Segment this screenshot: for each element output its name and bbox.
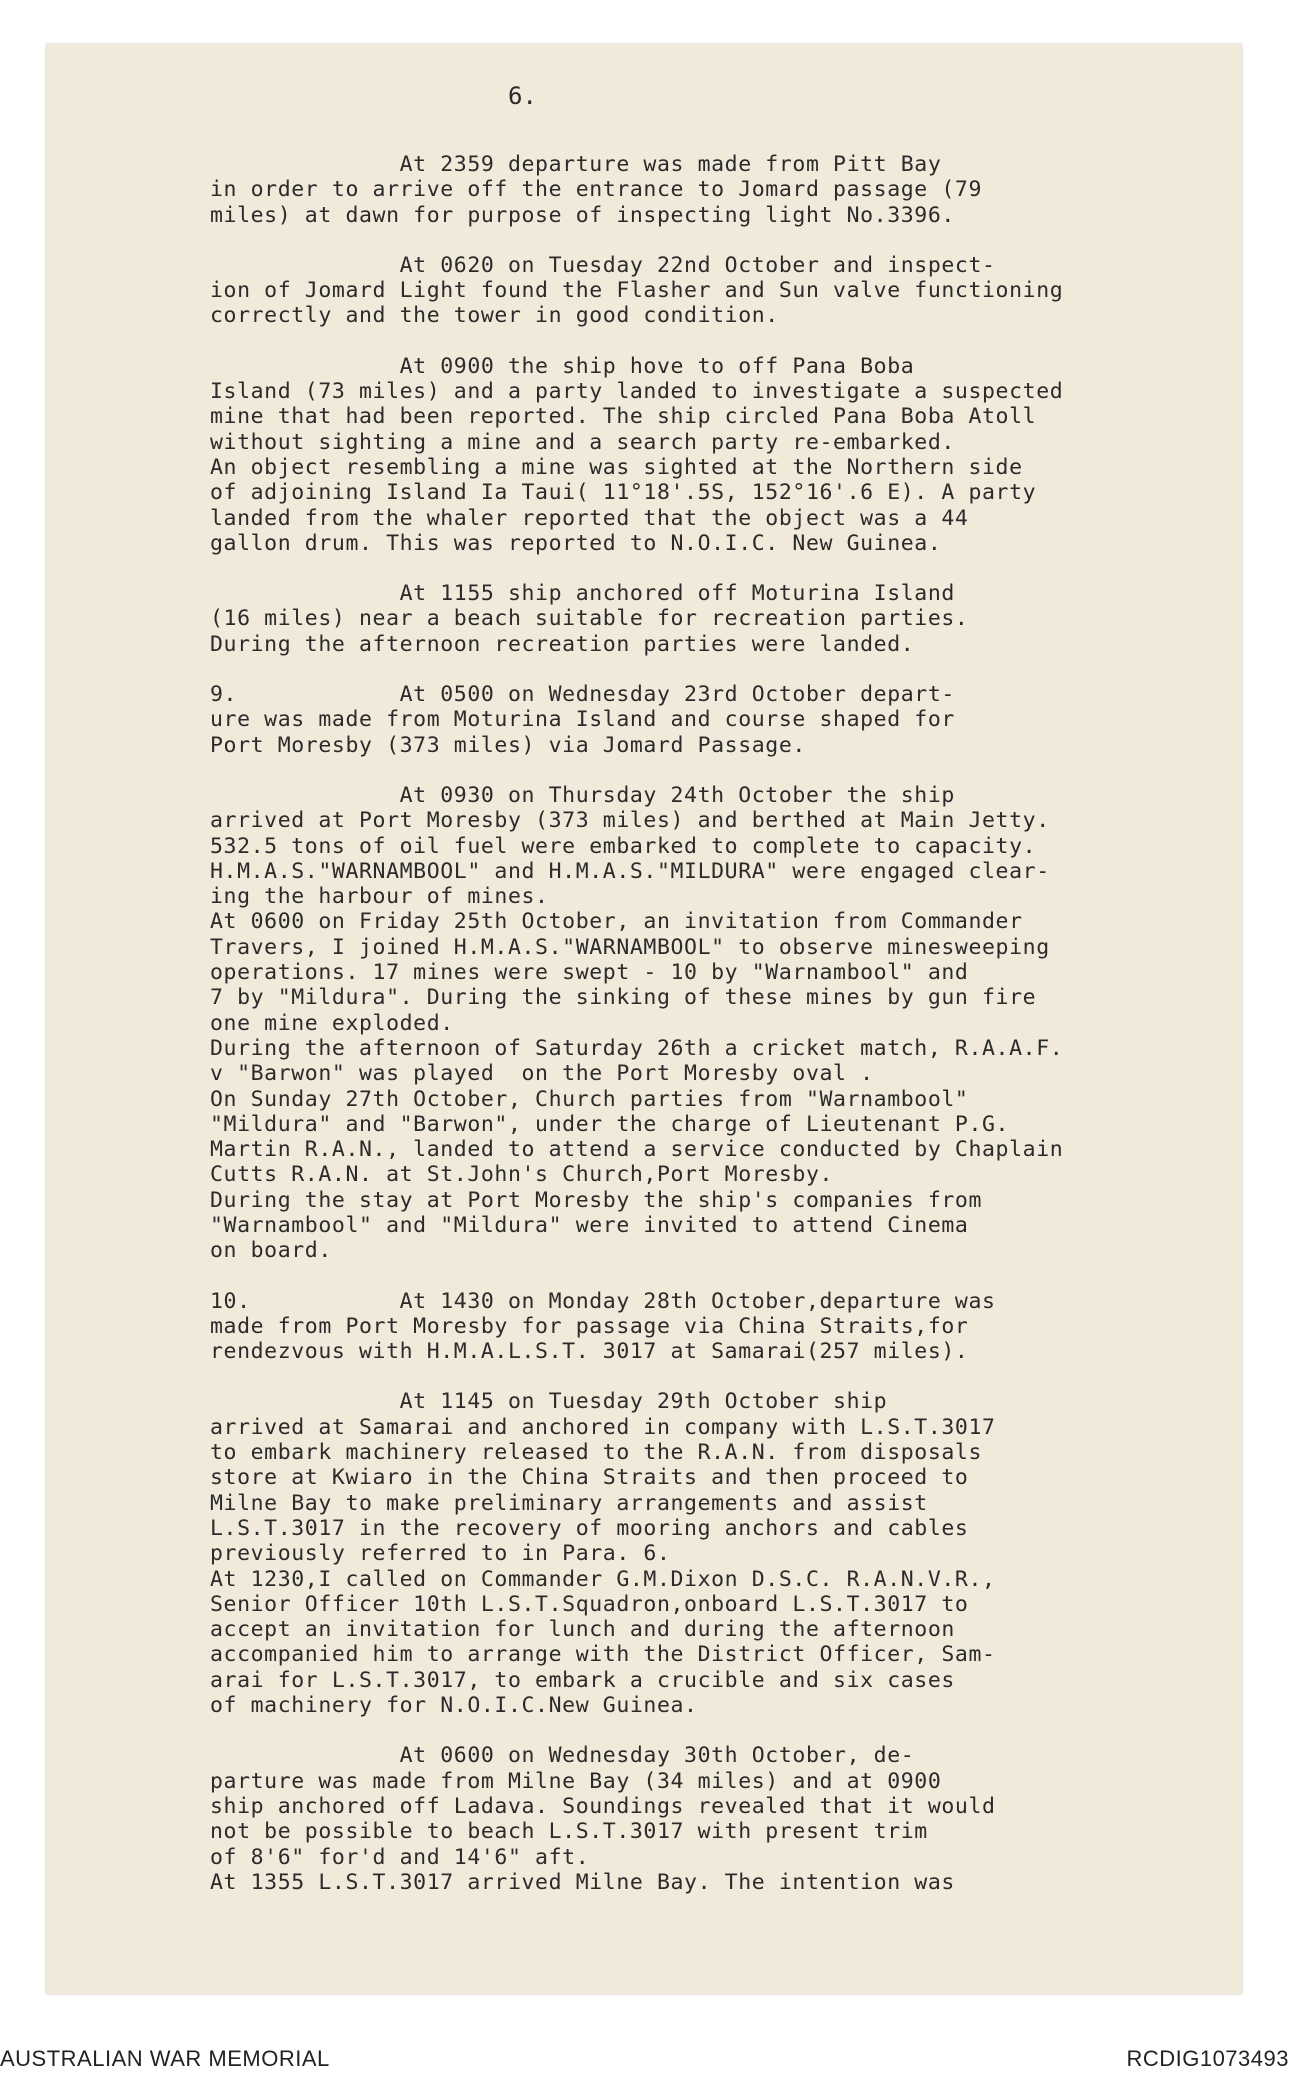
document-body (210, 152, 1220, 1920)
text-line: (16 miles) near a beach suitable for recreation parties. (210, 606, 969, 632)
text-line: arrived at Port Moresby (373 miles) and berthed at Main Jetty. (210, 808, 1050, 834)
text-line: Martin R.A.N., landed to attend a service conducted by Chaplain (210, 1137, 1064, 1163)
text-line: L.S.T.3017 in the recovery of mooring anchors and cables (210, 1515, 969, 1541)
text-line: At 0620 on Tuesday 22nd October and inspect- (210, 252, 996, 278)
text-line: During the afternoon recreation parties were landed. (210, 631, 915, 657)
text-line: of machinery for N.O.I.C.New Guinea. (210, 1693, 698, 1719)
paragraph (210, 682, 1220, 758)
paragraph (210, 152, 1220, 228)
text-line: Port Moresby (373 miles) via Jomard Passage. (210, 732, 806, 758)
text-line: parture was made from Milne Bay (34 miles) and at 0900 (210, 1768, 942, 1794)
text-line: At 2359 departure was made from Pitt Bay (210, 152, 942, 177)
text-line: landed from the whaler reported that the object was a 44 (210, 505, 969, 531)
text-line: 10. At 1430 on Monday 28th October,departure was (210, 1288, 996, 1314)
text-line: At 1155 ship anchored off Moturina Island (210, 581, 955, 607)
text-line: 532.5 tons of oil fuel were embarked to complete to capacity. (210, 833, 1037, 859)
text-line: Island (73 miles) and a party landed to investigate a suspected (210, 379, 1064, 405)
text-line: of 8'6" for'd and 14'6" aft. (210, 1844, 590, 1870)
text-line: At 0900 the ship hove to off Pana Boba (210, 353, 915, 379)
text-line: 9. At 0500 on Wednesday 23rd October depart- (210, 682, 955, 708)
text-line: ing the harbour of mines. (210, 884, 549, 910)
text-line: operations. 17 mines were swept - 10 by "Warnambool" and (210, 960, 969, 986)
text-line: At 0600 on Wednesday 30th October, de- (210, 1743, 915, 1769)
text-line: Milne Bay to make preliminary arrangements and assist (210, 1490, 928, 1516)
text-line: without sighting a mine and a search party re-embarked. (210, 429, 955, 455)
text-line: At 1355 L.S.T.3017 arrived Milne Bay. The intention was (210, 1869, 955, 1895)
text-line: ship anchored off Ladava. Soundings revealed that it would (210, 1793, 996, 1819)
text-line: accompanied him to arrange with the District Officer, Sam- (210, 1642, 996, 1668)
text-line: An object resembling a mine was sighted at the Northern side (210, 454, 1023, 480)
text-line: previously referred to in Para. 6. (210, 1541, 671, 1567)
text-line: in order to arrive off the entrance to Jomard passage (79 (210, 177, 983, 203)
text-line: on board. (210, 1238, 332, 1264)
text-line: Cutts R.A.N. at St.John's Church,Port Moresby. (210, 1162, 834, 1188)
footer-institution: AUSTRALIAN WAR MEMORIAL (0, 2046, 330, 2071)
text-line: gallon drum. This was reported to N.O.I.C. New Guinea. (210, 530, 942, 556)
text-line: ure was made from Moturina Island and course shaped for (210, 707, 955, 733)
text-line: accept an invitation for lunch and during the afternoon (210, 1617, 955, 1643)
text-line: During the afternoon of Saturday 26th a cricket match, R.A.A.F. (210, 1035, 1064, 1061)
text-line: Senior Officer 10th L.S.T.Squadron,onboard L.S.T.3017 to (210, 1591, 969, 1617)
text-line: Travers, I joined H.M.A.S."WARNAMBOOL" to observe minesweeping (210, 934, 1050, 960)
text-line: H.M.A.S."WARNAMBOOL" and H.M.A.S."MILDURA" were engaged clear- (210, 858, 1050, 884)
footer-record-id: RCDIG1073493 (1126, 2046, 1289, 2071)
paragraph (210, 1389, 1220, 1718)
text-line: v "Barwon" was played on the Port Moresby oval . (210, 1061, 874, 1087)
text-line: At 1230,I called on Commander G.M.Dixon D.S.C. R.A.N.V.R., (210, 1566, 996, 1592)
paragraph (210, 783, 1220, 1264)
text-line: mine that had been reported. The ship circled Pana Boba Atoll (210, 404, 1037, 430)
text-line: arrived at Samarai and anchored in company with L.S.T.3017 (210, 1414, 996, 1440)
text-line: to embark machinery released to the R.A.N. from disposals (210, 1440, 983, 1466)
text-line: of adjoining Island Ia Taui( 11°18'.5S, 152°16'.6 E). A party (210, 480, 1037, 506)
paragraph (210, 354, 1220, 556)
paragraph (210, 1289, 1220, 1365)
text-line: "Mildura" and "Barwon", under the charge of Lieutenant P.G. (210, 1111, 1010, 1137)
text-line: rendezvous with H.M.A.L.S.T. 3017 at Samarai(257 miles). (210, 1339, 969, 1365)
paragraph (210, 581, 1220, 657)
text-line: arai for L.S.T.3017, to embark a crucible and six cases (210, 1667, 955, 1693)
paragraph (210, 1743, 1220, 1895)
text-line: At 0600 on Friday 25th October, an invitation from Commander (210, 909, 1023, 935)
text-line: ion of Jomard Light found the Flasher and Sun valve functioning (210, 278, 1064, 304)
text-line: 7 by "Mildura". During the sinking of these mines by gun fire (210, 985, 1037, 1011)
text-line: "Warnambool" and "Mildura" were invited to attend Cinema (210, 1212, 969, 1238)
text-line: not be possible to beach L.S.T.3017 with present trim (210, 1819, 928, 1845)
text-line: During the stay at Port Moresby the ship's companies from (210, 1187, 983, 1213)
text-line: On Sunday 27th October, Church parties from "Warnambool" (210, 1086, 969, 1112)
paragraph (210, 253, 1220, 329)
text-line: store at Kwiaro in the China Straits and then proceed to (210, 1465, 969, 1491)
page-number: 6. (508, 82, 537, 110)
text-line: made from Port Moresby for passage via China Straits,for (210, 1313, 969, 1339)
text-line: miles) at dawn for purpose of inspecting light No.3396. (210, 202, 955, 228)
text-line: one mine exploded. (210, 1010, 454, 1036)
text-line: correctly and the tower in good condition. (210, 303, 779, 329)
text-line: At 1145 on Tuesday 29th October ship (210, 1389, 888, 1415)
text-line: At 0930 on Thursday 24th October the ship (210, 782, 955, 808)
